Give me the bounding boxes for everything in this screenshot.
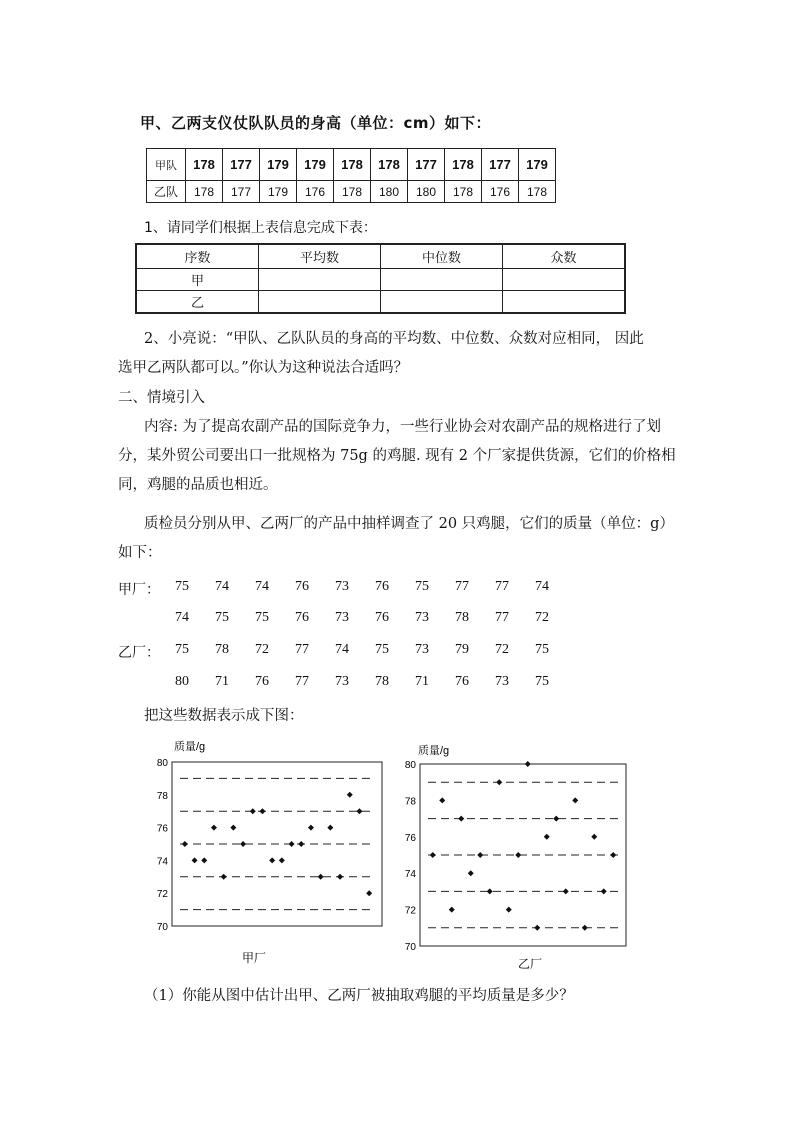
data-value: 73 bbox=[495, 674, 509, 689]
content-line-3: 同，鸡腿的品质也相近。 bbox=[118, 477, 278, 493]
factory-a-label: 甲厂： bbox=[118, 583, 160, 598]
y-tick-label: 74 bbox=[404, 869, 416, 881]
data-value: 74 bbox=[215, 579, 229, 594]
data-value: 73 bbox=[335, 610, 349, 625]
data-value: 77 bbox=[495, 579, 509, 594]
data-value: 76 bbox=[455, 674, 469, 689]
data-value: 78 bbox=[215, 642, 229, 657]
data-value: 80 bbox=[175, 674, 189, 689]
data-value: 77 bbox=[495, 610, 509, 625]
table-cell: 178 bbox=[445, 149, 482, 181]
table-cell: 178 bbox=[334, 181, 371, 203]
data-point bbox=[515, 852, 521, 858]
row-label: 乙队 bbox=[147, 181, 186, 203]
data-point bbox=[269, 857, 275, 863]
data-point bbox=[591, 834, 597, 840]
y-tick-label: 72 bbox=[156, 889, 168, 901]
data-value: 72 bbox=[495, 642, 509, 657]
intro-title: 甲、乙两支仪仗队队员的身高（单位：cm）如下： bbox=[140, 114, 492, 132]
data-value: 75 bbox=[535, 642, 549, 657]
data-point bbox=[601, 888, 607, 894]
data-value: 76 bbox=[255, 674, 269, 689]
data-value: 78 bbox=[375, 674, 389, 689]
chart-factory-b bbox=[396, 736, 636, 974]
data-value: 71 bbox=[415, 674, 429, 689]
question-2-line-1: 2、小亮说：“甲队、乙队队员的身高的平均数、中位数、众数对应相同， 因此 bbox=[144, 331, 644, 347]
data-value: 75 bbox=[415, 579, 429, 594]
y-tick-label: 70 bbox=[404, 942, 416, 953]
table-cell bbox=[259, 269, 381, 291]
table-cell bbox=[503, 291, 626, 314]
table-row bbox=[147, 181, 556, 203]
data-value: 74 bbox=[535, 579, 549, 594]
data-point bbox=[356, 808, 362, 814]
table-row bbox=[147, 149, 556, 181]
table-cell: 乙 bbox=[136, 291, 259, 314]
table-row bbox=[136, 291, 625, 314]
chart-factory-a bbox=[148, 736, 388, 968]
y-tick-label: 78 bbox=[156, 790, 168, 802]
data-point bbox=[240, 841, 246, 847]
data-point bbox=[318, 874, 324, 880]
content-line-1: 内容: 为了提高农副产品的国际竞争力，一些行业协会对农副产品的规格进行了划 bbox=[144, 419, 661, 435]
y-tick-label: 80 bbox=[156, 758, 168, 769]
data-point bbox=[327, 825, 333, 831]
table-cell bbox=[259, 291, 381, 314]
table-cell: 176 bbox=[297, 181, 334, 203]
data-value: 75 bbox=[175, 579, 189, 594]
y-tick-label: 72 bbox=[404, 905, 416, 917]
data-point bbox=[487, 888, 493, 894]
data-value: 73 bbox=[415, 610, 429, 625]
table-cell: 甲 bbox=[136, 269, 259, 291]
data-point bbox=[347, 792, 353, 798]
inspect-line-1: 质检员分别从甲、乙两厂的产品中抽样调查了 20 只鸡腿，它们的质量（单位：g） bbox=[144, 516, 674, 532]
row-label: 甲队 bbox=[147, 149, 186, 181]
data-value: 77 bbox=[455, 579, 469, 594]
data-point bbox=[572, 797, 578, 803]
data-value: 73 bbox=[335, 674, 349, 689]
table-header-row bbox=[136, 244, 625, 269]
table-cell: 177 bbox=[482, 149, 519, 181]
data-point bbox=[259, 808, 265, 814]
data-value: 72 bbox=[535, 610, 549, 625]
data-value: 78 bbox=[455, 610, 469, 625]
y-tick-label: 76 bbox=[156, 823, 168, 835]
data-point bbox=[582, 925, 588, 931]
data-point bbox=[308, 825, 314, 831]
data-point bbox=[458, 816, 464, 822]
data-value: 77 bbox=[295, 642, 309, 657]
header-cell: 平均数 bbox=[259, 244, 381, 269]
question-2-line-2: 选甲乙两队都可以。”你认为这种说法合适吗？ bbox=[118, 360, 409, 376]
data-point bbox=[506, 907, 512, 913]
x-axis-label: 甲厂 bbox=[242, 951, 267, 965]
y-tick-label: 70 bbox=[156, 922, 168, 933]
data-value: 73 bbox=[335, 579, 349, 594]
data-point bbox=[525, 761, 531, 767]
table-cell: 177 bbox=[408, 149, 445, 181]
table-cell: 179 bbox=[297, 149, 334, 181]
inspect-line-2: 如下： bbox=[118, 545, 162, 561]
data-value: 74 bbox=[335, 642, 349, 657]
y-tick-label: 78 bbox=[404, 796, 416, 808]
data-point bbox=[553, 816, 559, 822]
data-point bbox=[230, 825, 236, 831]
data-point bbox=[563, 888, 569, 894]
table-cell: 178 bbox=[445, 181, 482, 203]
table-cell bbox=[381, 291, 503, 314]
table-cell: 178 bbox=[334, 149, 371, 181]
data-point bbox=[182, 841, 188, 847]
factory-a-row-2 bbox=[175, 610, 595, 630]
table-cell: 176 bbox=[482, 181, 519, 203]
data-value: 74 bbox=[255, 579, 269, 594]
data-value: 76 bbox=[375, 579, 389, 594]
y-axis-label: 质量/g bbox=[418, 745, 450, 757]
data-point bbox=[468, 870, 474, 876]
data-point bbox=[430, 852, 436, 858]
data-point bbox=[201, 857, 207, 863]
data-value: 76 bbox=[295, 579, 309, 594]
data-value: 73 bbox=[415, 642, 429, 657]
y-tick-label: 76 bbox=[404, 832, 416, 844]
chart-intro: 把这些数据表示成下图： bbox=[144, 708, 304, 724]
data-value: 75 bbox=[255, 610, 269, 625]
factory-a-row-1 bbox=[175, 579, 595, 599]
y-tick-label: 74 bbox=[156, 856, 168, 868]
data-point bbox=[477, 852, 483, 858]
table-cell: 178 bbox=[519, 181, 556, 203]
table-cell: 177 bbox=[223, 181, 260, 203]
content-line-2: 分，某外贸公司要出口一批规格为 75g 的鸡腿. 现有 2 个厂家提供货源，它们的价格相 bbox=[118, 448, 676, 464]
factory-b-label: 乙厂： bbox=[118, 646, 160, 661]
header-cell: 中位数 bbox=[381, 244, 503, 269]
data-point bbox=[439, 797, 445, 803]
table-cell: 178 bbox=[371, 149, 408, 181]
data-value: 71 bbox=[215, 674, 229, 689]
factory-b-row-1 bbox=[175, 642, 595, 662]
table-cell: 179 bbox=[260, 181, 297, 203]
data-point bbox=[221, 874, 227, 880]
x-axis-label: 乙厂 bbox=[518, 957, 543, 971]
data-value: 76 bbox=[295, 610, 309, 625]
data-value: 77 bbox=[295, 674, 309, 689]
data-value: 75 bbox=[375, 642, 389, 657]
data-value: 76 bbox=[375, 610, 389, 625]
question-3: （1）你能从图中估计出甲、乙两厂被抽取鸡腿的平均质量是多少？ bbox=[144, 988, 574, 1004]
data-point bbox=[366, 890, 372, 896]
data-point bbox=[279, 857, 285, 863]
data-value: 75 bbox=[215, 610, 229, 625]
y-tick-label: 80 bbox=[404, 760, 416, 771]
table-cell: 179 bbox=[519, 149, 556, 181]
table-cell: 180 bbox=[408, 181, 445, 203]
height-table bbox=[146, 148, 556, 203]
data-point bbox=[289, 841, 295, 847]
table-cell bbox=[381, 269, 503, 291]
data-point bbox=[211, 825, 217, 831]
data-point bbox=[544, 834, 550, 840]
table-cell bbox=[503, 269, 626, 291]
table-row bbox=[136, 269, 625, 291]
section-2-title: 二、情境引入 bbox=[118, 390, 205, 406]
stats-table bbox=[135, 243, 626, 314]
y-axis-label: 质量/g bbox=[174, 741, 206, 753]
header-cell: 众数 bbox=[503, 244, 626, 269]
question-1: 1、请同学们根据上表信息完成下表： bbox=[144, 220, 377, 236]
data-point bbox=[298, 841, 304, 847]
data-point bbox=[610, 852, 616, 858]
data-value: 75 bbox=[535, 674, 549, 689]
data-value: 75 bbox=[175, 642, 189, 657]
data-point bbox=[192, 857, 198, 863]
table-cell: 178 bbox=[186, 181, 223, 203]
factory-b-row-2 bbox=[175, 674, 595, 694]
header-cell: 序数 bbox=[136, 244, 259, 269]
data-value: 72 bbox=[255, 642, 269, 657]
data-value: 74 bbox=[175, 610, 189, 625]
data-point bbox=[250, 808, 256, 814]
table-cell: 178 bbox=[186, 149, 223, 181]
data-point bbox=[534, 925, 540, 931]
data-value: 79 bbox=[455, 642, 469, 657]
data-point bbox=[449, 907, 455, 913]
table-cell: 179 bbox=[260, 149, 297, 181]
data-point bbox=[337, 874, 343, 880]
data-point bbox=[496, 779, 502, 785]
table-cell: 177 bbox=[223, 149, 260, 181]
table-cell: 180 bbox=[371, 181, 408, 203]
